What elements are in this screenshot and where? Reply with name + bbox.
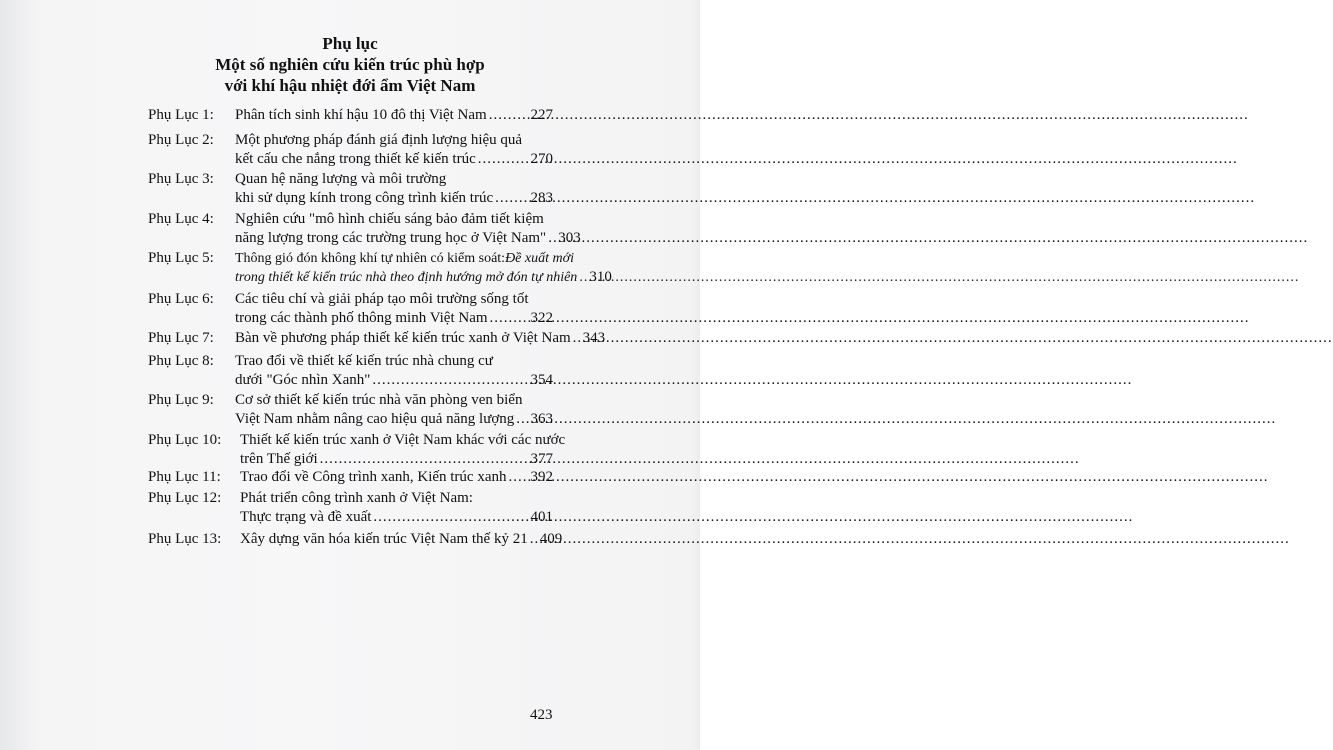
entry-label: Phụ Lục 13: <box>148 531 222 547</box>
entry-title-line <box>235 150 553 169</box>
entry-title-line <box>240 530 563 549</box>
entry-title-line <box>235 352 553 371</box>
entry-page: 363 <box>530 411 553 427</box>
leader-dots <box>490 309 529 328</box>
heading-line-3: với khí hậu nhiệt đới ẩm Việt Nam <box>224 76 476 95</box>
entry-label: Phụ Lục 10: <box>148 432 222 448</box>
entry-title-line <box>240 468 553 487</box>
leader-dots <box>489 106 529 125</box>
entry-title: Xây dựng văn hóa kiến trúc Việt Nam thế kỷ 21 <box>240 531 528 547</box>
entry-label: Phụ Lục 6: <box>148 291 214 307</box>
entry-title-line <box>235 309 553 328</box>
entry-title: Phát triển công trình xanh ở Việt Nam: <box>240 490 473 506</box>
entry-label: Phụ Lục 7: <box>148 330 214 346</box>
entry-page: 270 <box>530 151 553 167</box>
entry-title-cont: năng lượng trong các trường trung học ở Việt Nam" <box>235 230 547 246</box>
entry-title-cont: kết cấu che nắng trong thiết kế kiến trúc <box>235 151 476 167</box>
entry-page: 303 <box>558 230 581 246</box>
entry-title-line <box>235 249 574 268</box>
leader-dots <box>372 371 528 390</box>
leader-dots <box>548 229 556 248</box>
leader-dots <box>495 189 528 208</box>
leader-dots <box>509 468 529 487</box>
leader-dots <box>516 410 528 429</box>
leader-dots <box>373 508 528 527</box>
entry-title-line <box>240 489 553 508</box>
entry-title: Nghiên cứu "mô hình chiếu sáng bảo đảm tiết kiệm <box>235 211 544 227</box>
entry-title-line <box>235 329 606 348</box>
entry-title-cont: trên Thế giới <box>240 451 318 467</box>
entry-page: 401 <box>530 509 553 525</box>
entry-title-cont: dưới "Góc nhìn Xanh" <box>235 372 371 388</box>
heading-line-1: Phụ lục <box>322 34 378 53</box>
entry-title: Thông gió đón không khí tự nhiên có kiểm soát: <box>235 251 506 266</box>
entry-page: 310 <box>589 269 612 285</box>
leader-dots <box>478 150 529 169</box>
entry-title-line <box>235 210 553 229</box>
leader-dots <box>579 268 587 287</box>
entry-title-line <box>240 431 566 450</box>
page-number: 423 <box>530 707 553 723</box>
entry-title-line <box>235 410 553 429</box>
entry-title-cont: trong các thành phố thông minh Việt Nam <box>235 310 488 326</box>
entry-label: Phụ Lục 11: <box>148 469 221 485</box>
entry-label: Phụ Lục 12: <box>148 490 222 506</box>
entry-page: 227 <box>530 107 553 123</box>
entry-title: Thiết kế kiến trúc xanh ở Việt Nam khác với các nước <box>240 432 566 448</box>
entry-title-italic: Đề xuất mới <box>505 251 574 266</box>
entry-label: Phụ Lục 9: <box>148 392 214 408</box>
entry-title-cont: Thực trạng và đề xuất <box>240 509 372 525</box>
entry-title-line <box>235 229 581 248</box>
entry-title-line <box>240 508 553 527</box>
entry-title: Phân tích sinh khí hậu 10 đô thị Việt Nam <box>235 107 487 123</box>
entry-title-line <box>235 268 612 287</box>
entry-label: Phụ Lục 5: <box>148 250 214 266</box>
entry-title-cont: khi sử dụng kính trong công trình kiến trúc <box>235 190 494 206</box>
entry-page: 322 <box>530 310 553 326</box>
entry-title-line <box>235 131 553 150</box>
entry-label: Phụ Lục 1: <box>148 107 214 123</box>
entry-page: 354 <box>530 372 553 388</box>
entry-title-line <box>235 189 553 208</box>
entry-title: Một phương pháp đánh giá định lượng hiệu quả <box>235 132 523 148</box>
entry-page: 283 <box>530 190 553 206</box>
entry-label: Phụ Lục 2: <box>148 132 214 148</box>
leader-dots <box>320 450 529 469</box>
entry-title-line <box>235 290 553 309</box>
entry-title: Bàn về phương pháp thiết kế kiến trúc xanh ở Việt Nam <box>235 330 571 346</box>
entry-title: Các tiêu chí và giải pháp tạo môi trường sống tốt <box>235 291 529 307</box>
leader-dots <box>530 530 538 549</box>
entry-label: Phụ Lục 4: <box>148 211 214 227</box>
entry-title: Trao đổi về Công trình xanh, Kiến trúc xanh <box>240 469 507 485</box>
entry-title-line <box>235 391 553 410</box>
entry-title: Trao đổi về thiết kế kiến trúc nhà chung cư <box>235 353 493 369</box>
entry-title-cont: Việt Nam nhằm nâng cao hiệu quả năng lượng <box>235 411 515 427</box>
leader-dots <box>573 329 581 348</box>
entry-title-line <box>235 371 553 390</box>
entry-page: 343 <box>582 330 606 346</box>
entry-label: Phụ Lục 8: <box>148 353 214 369</box>
entry-title: Cơ sở thiết kế kiến trúc nhà văn phòng ven biển <box>235 392 523 408</box>
entry-page: 392 <box>530 469 553 485</box>
entry-label: Phụ Lục 3: <box>148 171 214 187</box>
entry-title-line <box>240 450 553 469</box>
entry-title: Quan hệ năng lượng và môi trường <box>235 171 447 187</box>
entry-title-cont: trong thiết kế kiến trúc nhà theo định hướng mở đón tự nhiên <box>235 270 578 285</box>
entry-page: 409 <box>539 531 563 547</box>
entry-page: 377 <box>530 451 553 467</box>
entry-title-line <box>235 106 553 125</box>
heading-line-2: Một số nghiên cứu kiến trúc phù hợp <box>215 55 485 74</box>
entry-title-line <box>235 170 553 189</box>
